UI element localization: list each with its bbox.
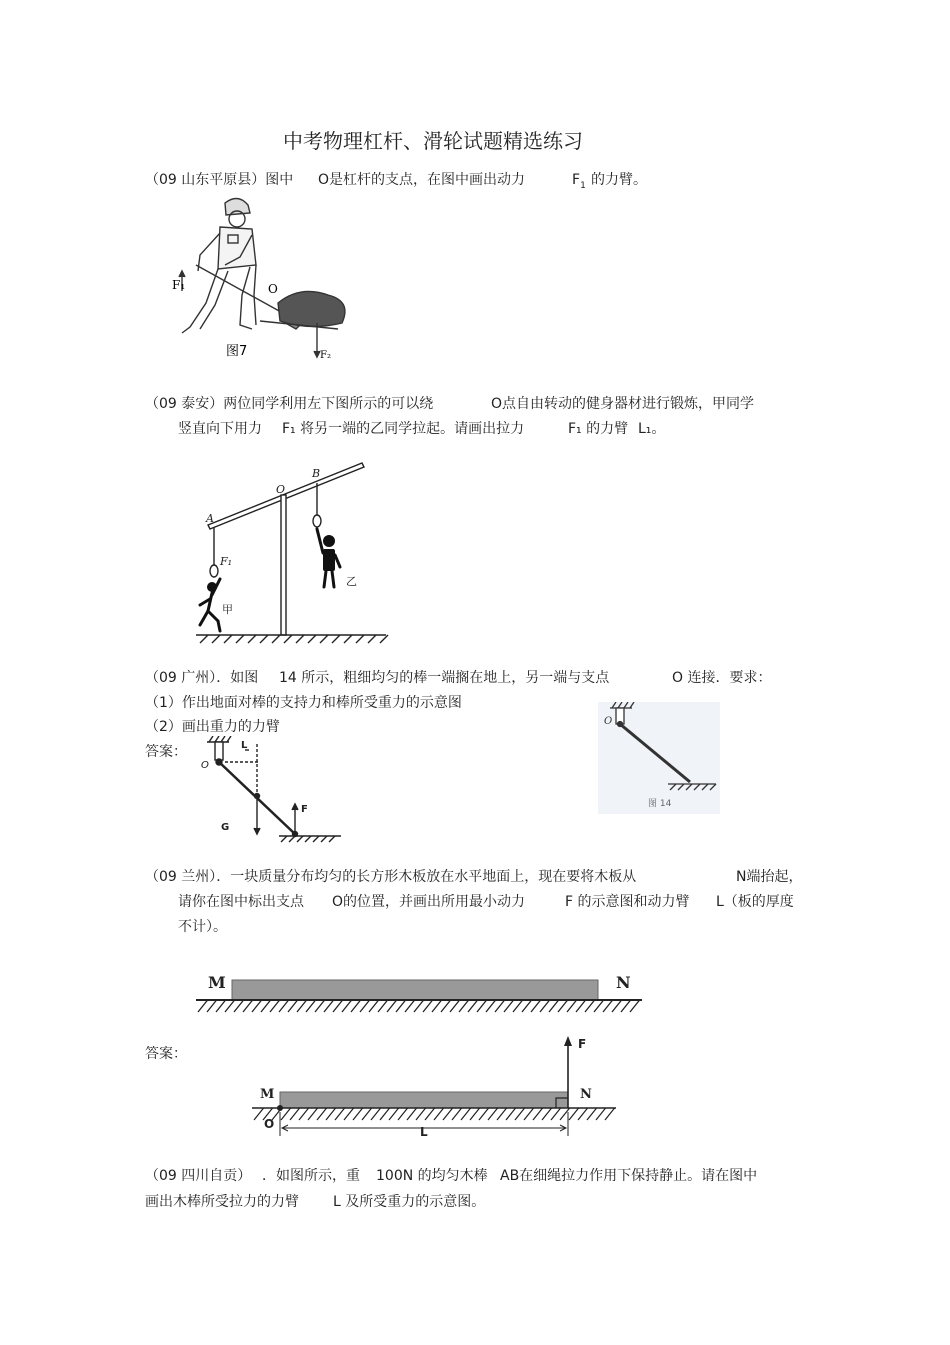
q3-figure-14 bbox=[598, 702, 720, 814]
q4-figure-board bbox=[192, 966, 647, 1018]
ground-hatch bbox=[603, 1000, 613, 1012]
q4-text-b: N端抬起， bbox=[736, 869, 803, 885]
q4-answer-label-f: F bbox=[578, 1037, 587, 1051]
ground-hatch bbox=[290, 1108, 300, 1120]
ground-hatch bbox=[587, 1108, 597, 1120]
q2-label-b: B bbox=[312, 467, 321, 480]
q2-figure-lever bbox=[190, 455, 395, 645]
ground-hatch bbox=[461, 1108, 471, 1120]
ground-hatch bbox=[407, 1108, 417, 1120]
q3-requirement-1: （1）作出地面对棒的支持力和棒所受重力的示意图 bbox=[145, 695, 462, 711]
ground-hatch bbox=[299, 1108, 309, 1120]
ground-hatch bbox=[279, 1000, 289, 1012]
ground-hatch bbox=[477, 1000, 487, 1012]
ground-hatch bbox=[549, 1000, 559, 1012]
ground-hatch bbox=[522, 1000, 532, 1012]
ground-hatch bbox=[270, 1000, 280, 1012]
ground-hatch bbox=[569, 1108, 579, 1120]
q1-label-f1: F₁ bbox=[172, 278, 186, 292]
q1-figure-shovel bbox=[170, 195, 355, 365]
ground-hatch bbox=[630, 1000, 640, 1012]
q1-text-b: O是杠杆的支点，在图中画出动力 bbox=[318, 172, 526, 188]
ground-hatch bbox=[389, 1108, 399, 1120]
ground-hatch bbox=[254, 1108, 264, 1120]
ground-hatch bbox=[308, 1108, 318, 1120]
ground-hatch bbox=[378, 1000, 388, 1012]
ground-hatch bbox=[513, 1000, 523, 1012]
q3-text-b: 14 所示，粗细均匀的棒一端搁在地上，另一端与支点 bbox=[279, 670, 610, 686]
ground-hatch bbox=[578, 1108, 588, 1120]
ground-hatch bbox=[207, 1000, 217, 1012]
ground-hatch bbox=[360, 1000, 370, 1012]
q2-text-f: L₁。 bbox=[638, 421, 666, 437]
q3-answer-label-g: G bbox=[221, 822, 230, 833]
ground-hatch bbox=[416, 1108, 426, 1120]
ground-hatch bbox=[533, 1108, 543, 1120]
ground-hatch bbox=[216, 1000, 226, 1012]
ground-hatch bbox=[306, 1000, 316, 1012]
ground-hatch bbox=[450, 1000, 460, 1012]
ground-hatch bbox=[326, 1108, 336, 1120]
q3-answer-figure bbox=[195, 736, 345, 848]
ground-hatch bbox=[504, 1000, 514, 1012]
q2-label-yi: 乙 bbox=[346, 575, 357, 588]
q4-answer-label-n: N bbox=[580, 1087, 592, 1102]
ground-hatch bbox=[324, 1000, 334, 1012]
q4-text-d: O的位置，并画出所用最小动力 bbox=[332, 894, 526, 910]
ground-hatch bbox=[506, 1108, 516, 1120]
ground-hatch bbox=[515, 1108, 525, 1120]
page-title: 中考物理杠杆、滑轮试题精选练习 bbox=[283, 129, 583, 153]
ground-hatch bbox=[486, 1000, 496, 1012]
q3-figure-label-o: O bbox=[604, 716, 613, 727]
q1-caption: 图7 bbox=[226, 344, 248, 359]
ground-hatch bbox=[479, 1108, 489, 1120]
ground-hatch bbox=[344, 1108, 354, 1120]
ground-hatch bbox=[414, 1000, 424, 1012]
q1-label-f2: F₂ bbox=[320, 350, 331, 361]
q5-text-f: L 及所受重力的示意图。 bbox=[333, 1194, 486, 1210]
ground-hatch bbox=[432, 1000, 442, 1012]
ground-hatch bbox=[531, 1000, 541, 1012]
ground-hatch bbox=[594, 1000, 604, 1012]
ground-hatch bbox=[315, 1000, 325, 1012]
ground-hatch bbox=[488, 1108, 498, 1120]
q2-label-a: A bbox=[206, 512, 214, 525]
q4-text-c: 请你在图中标出支点 bbox=[178, 894, 304, 910]
q3-answer-label: 答案： bbox=[145, 744, 187, 760]
q1-text-d: 的力臂。 bbox=[591, 172, 647, 188]
ground-hatch bbox=[369, 1000, 379, 1012]
ground-hatch bbox=[452, 1108, 462, 1120]
q5-text-d: AB在细绳拉力作用下保持静止。请在图中 bbox=[500, 1168, 758, 1184]
q2-text-e: F₁ 的力臂 bbox=[568, 421, 629, 437]
q3-answer-label-o: O bbox=[201, 760, 209, 771]
q1-text-c: $F_1$ bbox=[572, 172, 586, 191]
ground-hatch bbox=[605, 1108, 615, 1120]
q4-label-m: M bbox=[208, 973, 226, 992]
ground-hatch bbox=[551, 1108, 561, 1120]
q4-text-g: 不计）。 bbox=[178, 919, 227, 935]
q4-answer-label-l: L bbox=[420, 1125, 428, 1139]
ground-hatch bbox=[468, 1000, 478, 1012]
ground-hatch bbox=[542, 1108, 552, 1120]
ground-hatch bbox=[441, 1000, 451, 1012]
ground-hatch bbox=[281, 1108, 291, 1120]
q4-text-a: （09 兰州）．一块质量分布均匀的长方形木板放在水平地面上，现在要将木板从 bbox=[145, 869, 637, 885]
q4-answer-label-m: M bbox=[260, 1087, 275, 1102]
ground-hatch bbox=[621, 1000, 631, 1012]
q4-text-f: L（板的厚度 bbox=[716, 894, 794, 910]
q5-text-b: ．如图所示，重 bbox=[262, 1168, 360, 1184]
ground-hatch bbox=[558, 1000, 568, 1012]
ground-hatch bbox=[425, 1108, 435, 1120]
ground-hatch bbox=[297, 1000, 307, 1012]
ground-hatch bbox=[470, 1108, 480, 1120]
q4-label-n: N bbox=[616, 973, 631, 992]
q4-answer-figure bbox=[250, 1032, 618, 1142]
ground-hatch bbox=[342, 1000, 352, 1012]
q2-text-d: F₁ 将另一端的乙同学拉起。请画出拉力 bbox=[282, 421, 525, 437]
ground-hatch bbox=[371, 1108, 381, 1120]
q3-answer-label-f: F bbox=[301, 804, 308, 815]
ground-hatch bbox=[333, 1000, 343, 1012]
q3-answer-label-l: L bbox=[241, 740, 248, 751]
q2-text-a: （09 泰安）两位同学利用左下图所示的可以绕 bbox=[145, 396, 434, 412]
ground-hatch bbox=[567, 1000, 577, 1012]
q2-text-c: 竖直向下用力 bbox=[178, 421, 262, 437]
q3-requirement-2: （2）画出重力的力臂 bbox=[145, 719, 280, 735]
ground-hatch bbox=[317, 1108, 327, 1120]
ground-hatch bbox=[234, 1000, 244, 1012]
ground-hatch bbox=[261, 1000, 271, 1012]
ground-hatch bbox=[387, 1000, 397, 1012]
ground-hatch bbox=[243, 1000, 253, 1012]
q2-label-f1: F₁ bbox=[220, 555, 233, 568]
q3-text-a: （09 广州）．如图 bbox=[145, 670, 259, 686]
ground-hatch bbox=[459, 1000, 469, 1012]
q1-text-a: （09 山东平原县）图中 bbox=[145, 172, 294, 188]
q4-answer-label: 答案： bbox=[145, 1046, 187, 1062]
q4-text-e: F 的示意图和动力臂 bbox=[565, 894, 690, 910]
ground-hatch bbox=[198, 1000, 208, 1012]
q2-label-o: O bbox=[276, 483, 286, 496]
ground-hatch bbox=[443, 1108, 453, 1120]
ground-hatch bbox=[353, 1108, 363, 1120]
q2-label-jia: 甲 bbox=[222, 603, 233, 616]
ground-hatch bbox=[405, 1000, 415, 1012]
q5-text-a: （09 四川自贡） bbox=[145, 1168, 252, 1184]
ground-hatch bbox=[497, 1108, 507, 1120]
ground-hatch bbox=[612, 1000, 622, 1012]
ground-hatch bbox=[576, 1000, 586, 1012]
ground-hatch bbox=[585, 1000, 595, 1012]
ground-hatch bbox=[335, 1108, 345, 1120]
q5-text-e: 画出木棒所受拉力的力臂 bbox=[145, 1194, 299, 1210]
q4-answer-label-o: O bbox=[264, 1117, 275, 1131]
ground-hatch bbox=[288, 1000, 298, 1012]
ground-hatch bbox=[351, 1000, 361, 1012]
ground-hatch bbox=[495, 1000, 505, 1012]
ground-hatch bbox=[362, 1108, 372, 1120]
ground-hatch bbox=[596, 1108, 606, 1120]
ground-hatch bbox=[225, 1000, 235, 1012]
ground-hatch bbox=[252, 1000, 262, 1012]
q3-figure-caption: 图 14 bbox=[648, 799, 672, 809]
ground-hatch bbox=[434, 1108, 444, 1120]
ground-hatch bbox=[380, 1108, 390, 1120]
ground-hatch bbox=[398, 1108, 408, 1120]
ground-hatch bbox=[540, 1000, 550, 1012]
q1-label-o: O bbox=[268, 282, 278, 296]
ground-hatch bbox=[524, 1108, 534, 1120]
q2-text-b: O点自由转动的健身器材进行锻炼，甲同学 bbox=[491, 396, 755, 412]
q3-text-c: O 连接．要求： bbox=[672, 670, 772, 686]
ground-hatch bbox=[423, 1000, 433, 1012]
ground-hatch bbox=[396, 1000, 406, 1012]
q5-text-c: 100N 的均匀木棒 bbox=[376, 1168, 488, 1184]
